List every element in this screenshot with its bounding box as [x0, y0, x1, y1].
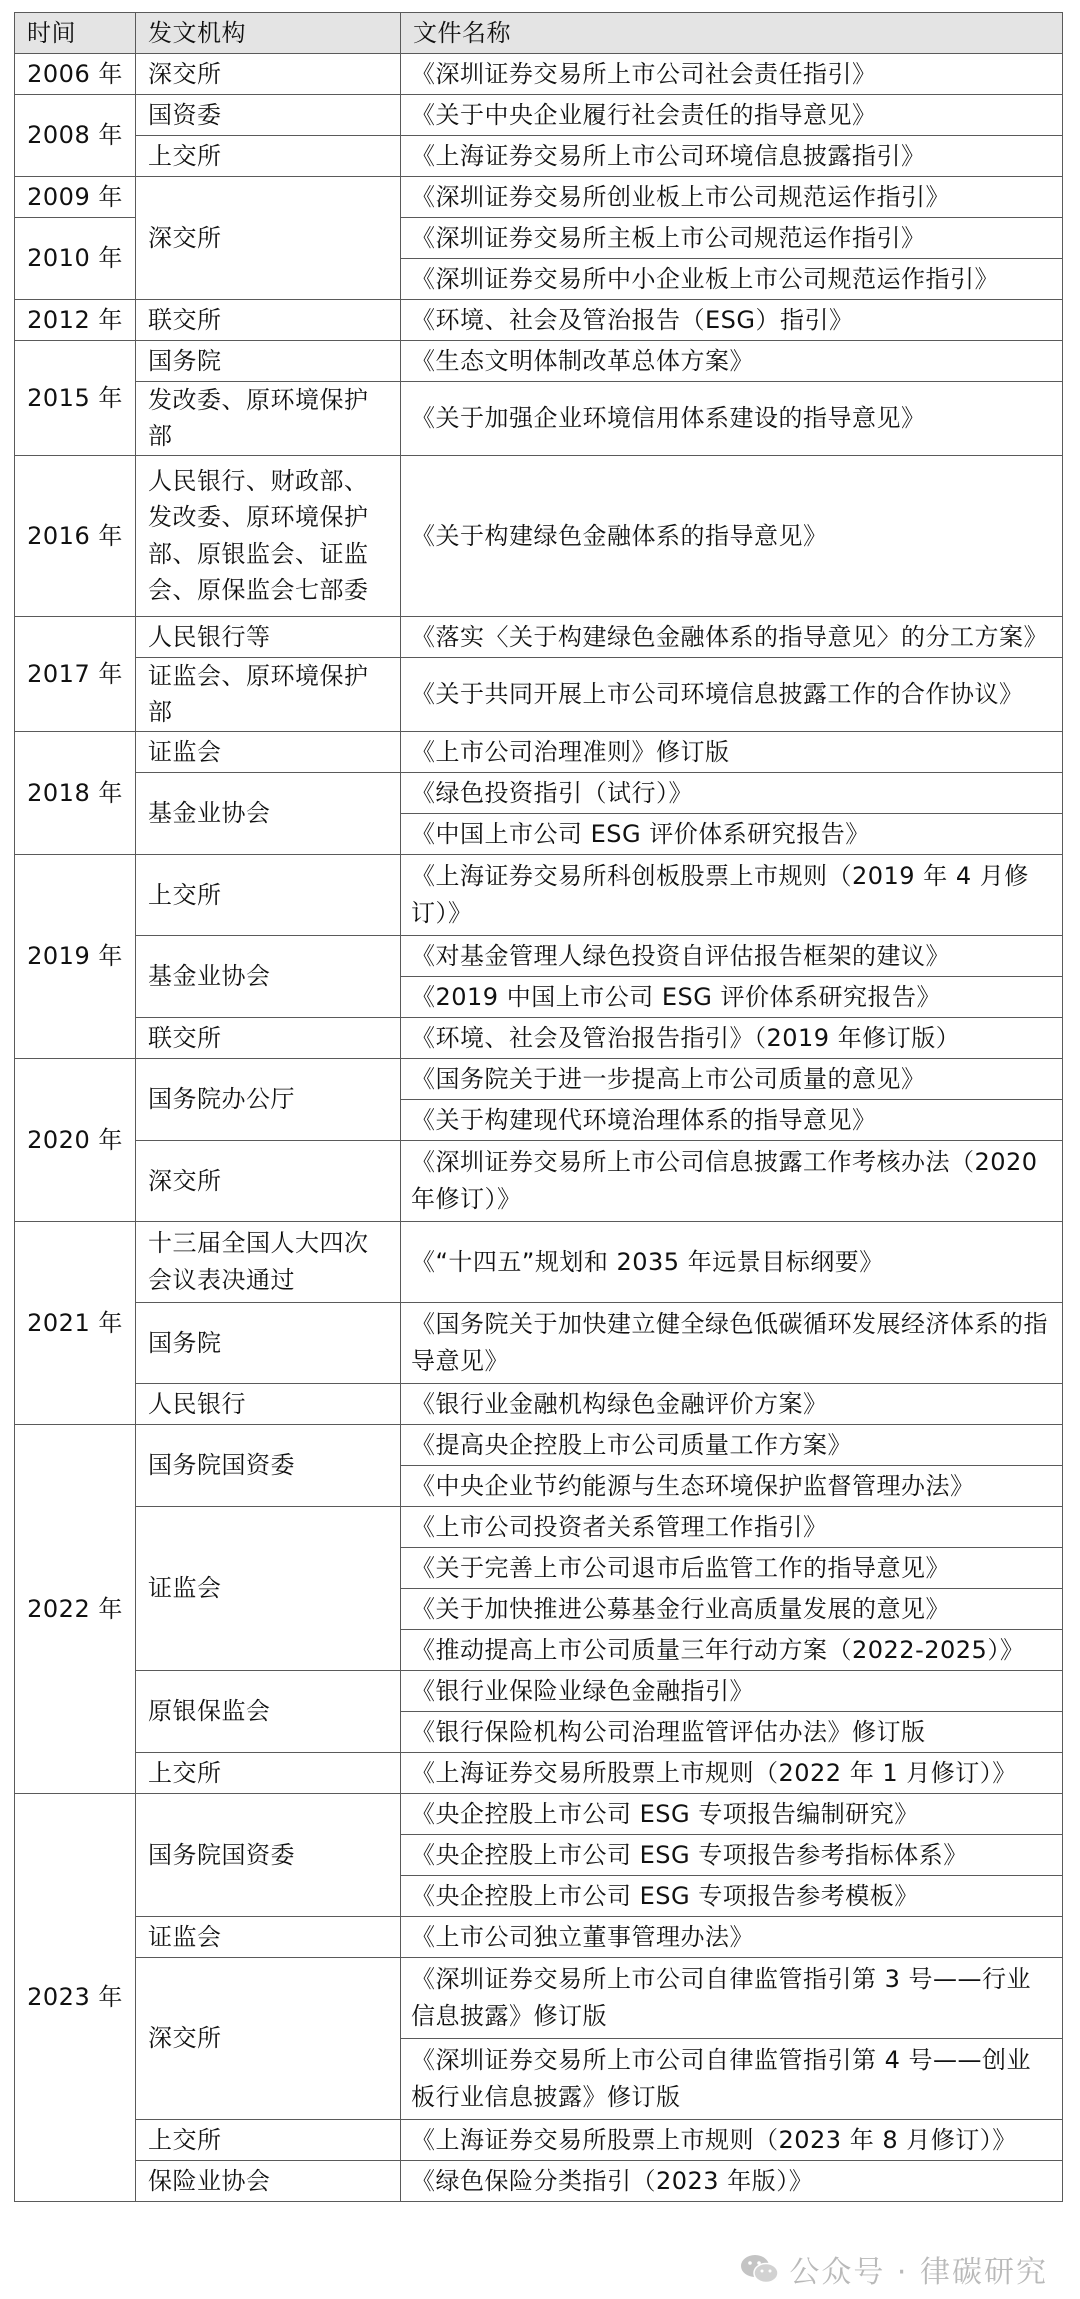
issuer-cell: 发改委、原环境保护部	[136, 382, 401, 456]
issuer-cell: 上交所	[136, 136, 401, 177]
document-cell: 《生态文明体制改革总体方案》	[401, 341, 1063, 382]
header-year: 时间	[15, 13, 136, 54]
document-cell: 《深圳证券交易所上市公司自律监管指引第 4 号——创业板行业信息披露》修订版	[401, 2038, 1063, 2119]
table-row	[15, 616, 1063, 657]
document-cell: 《推动提高上市公司质量三年行动方案（2022-2025）》	[401, 1629, 1063, 1670]
issuer-cell: 证监会、原环境保护部	[136, 657, 401, 731]
year-cell: 2018 年	[15, 731, 136, 854]
document-cell: 《关于构建现代环境治理体系的指导意见》	[401, 1099, 1063, 1140]
document-cell: 《国务院关于加快建立健全绿色低碳循环发展经济体系的指导意见》	[401, 1302, 1063, 1383]
table-row	[15, 455, 1063, 616]
issuer-cell: 国务院国资委	[136, 1793, 401, 1916]
document-cell: 《中国上市公司 ESG 评价体系研究报告》	[401, 813, 1063, 854]
table-row	[15, 1670, 1063, 1711]
document-cell: 《银行业金融机构绿色金融评价方案》	[401, 1383, 1063, 1424]
year-cell: 2023 年	[15, 1793, 136, 2201]
table-row	[15, 54, 1063, 95]
document-cell: 《上海证券交易所股票上市规则（2023 年 8 月修订）》	[401, 2119, 1063, 2160]
issuer-cell: 基金业协会	[136, 772, 401, 854]
document-cell: 《深圳证券交易所上市公司自律监管指引第 3 号——行业信息披露》修订版	[401, 1957, 1063, 2038]
document-cell: 《关于中央企业履行社会责任的指导意见》	[401, 95, 1063, 136]
issuer-cell: 人民银行	[136, 1383, 401, 1424]
document-cell: 《中央企业节约能源与生态环境保护监督管理办法》	[401, 1465, 1063, 1506]
table-row	[15, 1793, 1063, 1834]
document-cell: 《关于完善上市公司退市后监管工作的指导意见》	[401, 1547, 1063, 1588]
table-row	[15, 1221, 1063, 1302]
issuer-cell: 基金业协会	[136, 935, 401, 1017]
issuer-cell: 上交所	[136, 854, 401, 935]
issuer-cell: 深交所	[136, 1957, 401, 2119]
issuer-cell: 联交所	[136, 1017, 401, 1058]
table-row	[15, 382, 1063, 456]
table-row	[15, 2119, 1063, 2160]
header-document: 文件名称	[401, 13, 1063, 54]
issuer-cell: 十三届全国人大四次会议表决通过	[136, 1221, 401, 1302]
document-cell: 《对基金管理人绿色投资自评估报告框架的建议》	[401, 935, 1063, 976]
table-row	[15, 731, 1063, 772]
document-cell: 《深圳证券交易所上市公司信息披露工作考核办法（2020 年修订）》	[401, 1140, 1063, 1221]
year-cell: 2009 年	[15, 177, 136, 218]
document-cell: 《关于构建绿色金融体系的指导意见》	[401, 455, 1063, 616]
document-cell: 《上海证券交易所上市公司环境信息披露指引》	[401, 136, 1063, 177]
issuer-cell: 原银保监会	[136, 1670, 401, 1752]
document-cell: 《关于共同开展上市公司环境信息披露工作的合作协议》	[401, 657, 1063, 731]
document-cell: 《央企控股上市公司 ESG 专项报告参考指标体系》	[401, 1834, 1063, 1875]
document-cell: 《环境、社会及管治报告（ESG）指引》	[401, 300, 1063, 341]
table-row	[15, 854, 1063, 935]
watermark-text: 公众号 · 律碳研究	[789, 2255, 1048, 2290]
year-cell: 2022 年	[15, 1424, 136, 1793]
year-cell: 2006 年	[15, 54, 136, 95]
year-cell: 2017 年	[15, 616, 136, 731]
table-row	[15, 1383, 1063, 1424]
issuer-cell: 人民银行等	[136, 616, 401, 657]
table-row	[15, 1916, 1063, 1957]
issuer-cell: 国务院办公厅	[136, 1058, 401, 1140]
year-cell: 2012 年	[15, 300, 136, 341]
document-cell: 《深圳证券交易所上市公司社会责任指引》	[401, 54, 1063, 95]
document-cell: 《绿色投资指引（试行）》	[401, 772, 1063, 813]
document-cell: 《国务院关于进一步提高上市公司质量的意见》	[401, 1058, 1063, 1099]
table-row	[15, 1424, 1063, 1465]
issuer-cell: 证监会	[136, 1506, 401, 1670]
table-row	[15, 95, 1063, 136]
year-cell: 2020 年	[15, 1058, 136, 1221]
document-cell: 《关于加快推进公募基金行业高质量发展的意见》	[401, 1588, 1063, 1629]
document-cell: 《2019 中国上市公司 ESG 评价体系研究报告》	[401, 976, 1063, 1017]
table-row	[15, 1017, 1063, 1058]
document-cell: 《银行保险机构公司治理监管评估办法》修订版	[401, 1711, 1063, 1752]
document-cell: 《上海证券交易所科创板股票上市规则（2019 年 4 月修订）》	[401, 854, 1063, 935]
issuer-cell: 联交所	[136, 300, 401, 341]
table-row	[15, 1302, 1063, 1383]
document-cell: 《绿色保险分类指引（2023 年版）》	[401, 2160, 1063, 2201]
table-row	[15, 2160, 1063, 2201]
document-cell: 《银行业保险业绿色金融指引》	[401, 1670, 1063, 1711]
document-cell: 《“十四五”规划和 2035 年远景目标纲要》	[401, 1221, 1063, 1302]
table-row	[15, 341, 1063, 382]
table-row	[15, 300, 1063, 341]
table-row	[15, 772, 1063, 813]
issuer-cell: 深交所	[136, 1140, 401, 1221]
table-row	[15, 935, 1063, 976]
document-cell: 《上海证券交易所股票上市规则（2022 年 1 月修订）》	[401, 1752, 1063, 1793]
issuer-cell: 保险业协会	[136, 2160, 401, 2201]
issuer-cell: 深交所	[136, 177, 401, 300]
issuer-cell: 国务院国资委	[136, 1424, 401, 1506]
issuer-cell: 国资委	[136, 95, 401, 136]
document-cell: 《环境、社会及管治报告指引》（2019 年修订版）	[401, 1017, 1063, 1058]
issuer-cell: 深交所	[136, 54, 401, 95]
document-cell: 《深圳证券交易所中小企业板上市公司规范运作指引》	[401, 259, 1063, 300]
year-cell: 2008 年	[15, 95, 136, 177]
year-cell: 2010 年	[15, 218, 136, 300]
table-container	[14, 12, 1062, 2202]
document-cell: 《深圳证券交易所主板上市公司规范运作指引》	[401, 218, 1063, 259]
year-cell: 2021 年	[15, 1221, 136, 1424]
table-row	[15, 1058, 1063, 1099]
document-cell: 《上市公司投资者关系管理工作指引》	[401, 1506, 1063, 1547]
policy-table	[14, 12, 1063, 2202]
document-cell: 《落实〈关于构建绿色金融体系的指导意见〉的分工方案》	[401, 616, 1063, 657]
document-cell: 《上市公司治理准则》修订版	[401, 731, 1063, 772]
table-row	[15, 1752, 1063, 1793]
issuer-cell: 证监会	[136, 731, 401, 772]
issuer-cell: 上交所	[136, 2119, 401, 2160]
table-row	[15, 136, 1063, 177]
watermark	[739, 2247, 1048, 2291]
issuer-cell: 上交所	[136, 1752, 401, 1793]
wechat-icon	[739, 2251, 781, 2287]
table-row	[15, 1957, 1063, 2038]
issuer-cell: 证监会	[136, 1916, 401, 1957]
document-cell: 《关于加强企业环境信用体系建设的指导意见》	[401, 382, 1063, 456]
document-cell: 《央企控股上市公司 ESG 专项报告参考模板》	[401, 1875, 1063, 1916]
document-cell: 《上市公司独立董事管理办法》	[401, 1916, 1063, 1957]
header-issuer: 发文机构	[136, 13, 401, 54]
document-cell: 《提高央企控股上市公司质量工作方案》	[401, 1424, 1063, 1465]
table-row	[15, 657, 1063, 731]
year-cell: 2019 年	[15, 854, 136, 1058]
table-row	[15, 1506, 1063, 1547]
year-cell: 2016 年	[15, 455, 136, 616]
document-cell: 《央企控股上市公司 ESG 专项报告编制研究》	[401, 1793, 1063, 1834]
year-cell: 2015 年	[15, 341, 136, 456]
header-row	[15, 13, 1063, 54]
table-row	[15, 177, 1063, 218]
issuer-cell: 国务院	[136, 1302, 401, 1383]
issuer-cell: 国务院	[136, 341, 401, 382]
table-row	[15, 1140, 1063, 1221]
issuer-cell: 人民银行、财政部、发改委、原环境保护部、原银监会、证监会、原保监会七部委	[136, 455, 401, 616]
document-cell: 《深圳证券交易所创业板上市公司规范运作指引》	[401, 177, 1063, 218]
